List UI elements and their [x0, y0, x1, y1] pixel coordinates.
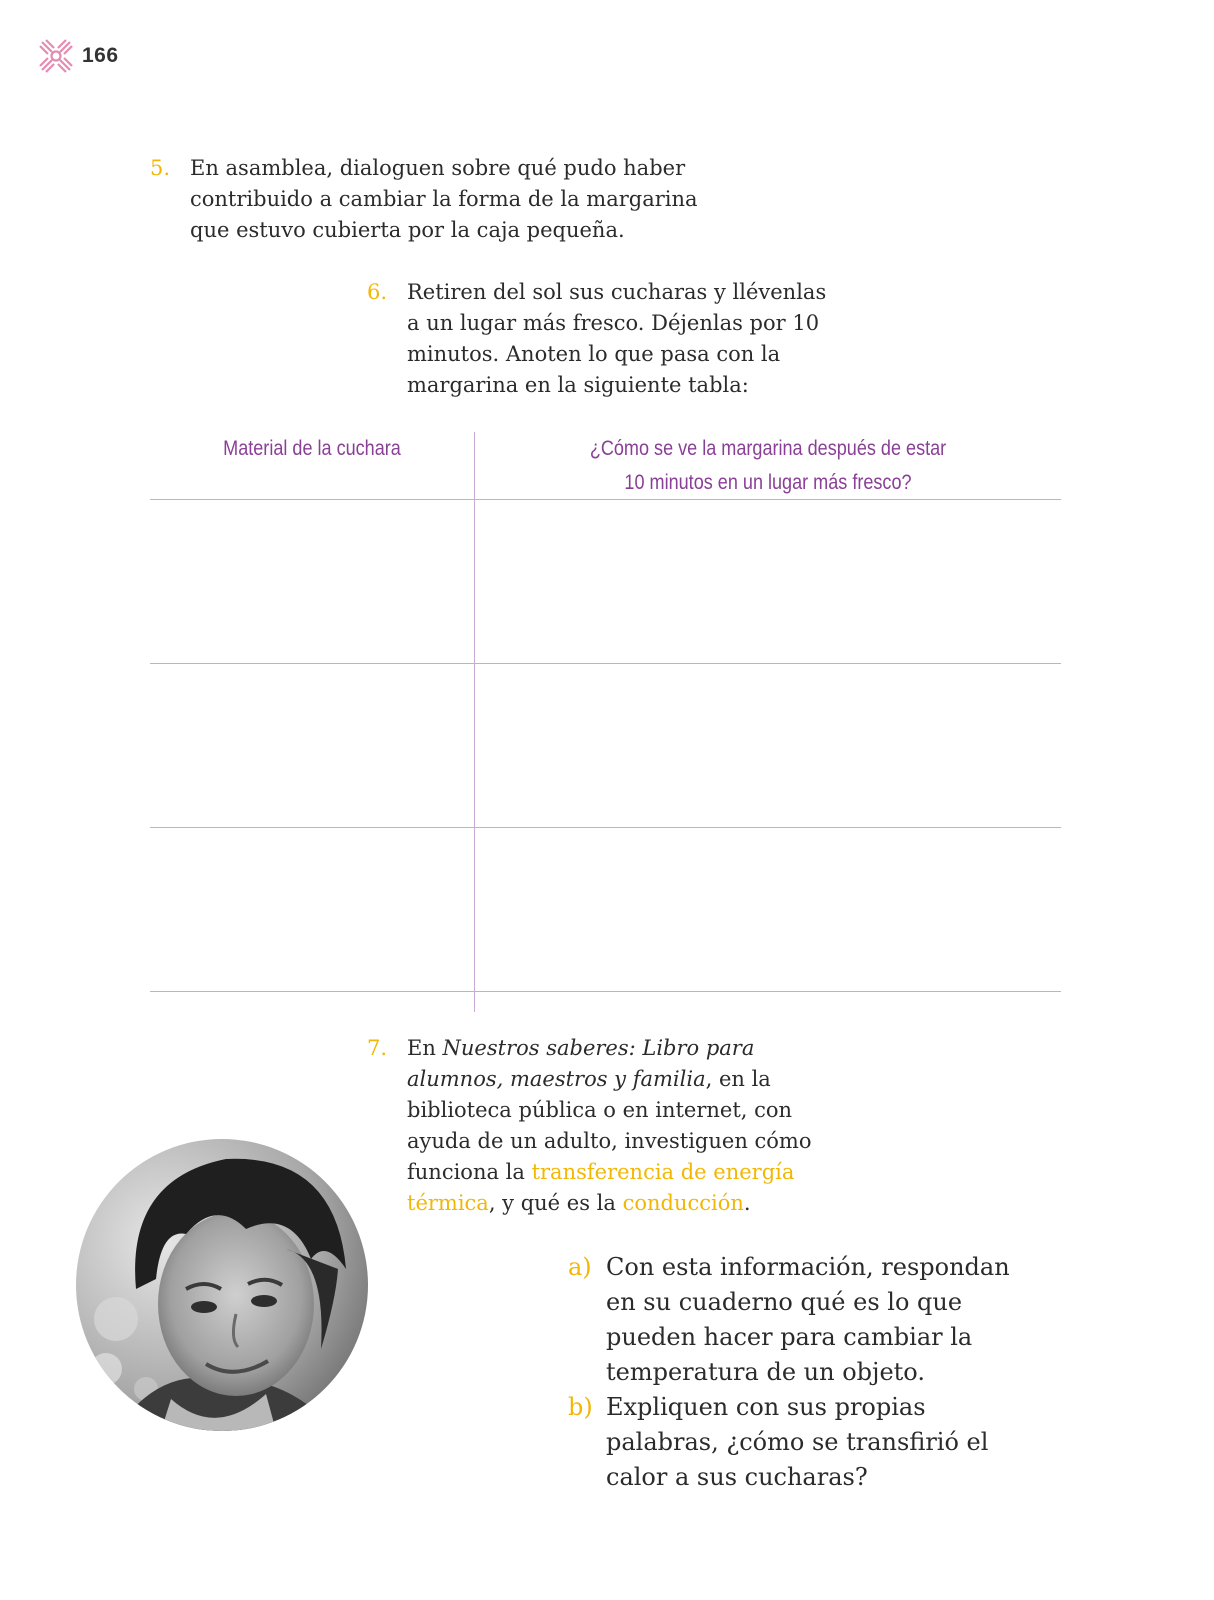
table-header-line: ¿Cómo se ve la margarina después de estar [589, 437, 947, 460]
sub-item-a-line: temperatura de un objeto. [606, 1358, 925, 1386]
step-6-line: a un lugar más fresco. Déjenlas por 10 [407, 311, 820, 335]
step-6 [367, 277, 827, 401]
step-7-line: En Nuestros saberes: Libro para [407, 1036, 755, 1060]
step-7-line: térmica, y qué es la conducción. [407, 1191, 751, 1215]
table-header-line: 10 minutos en un lugar más fresco? [624, 471, 912, 494]
sub-item-a-line: en su cuaderno qué es lo que [606, 1288, 963, 1316]
step-7-number: 7. [367, 1036, 388, 1060]
sub-item-b-line: Expliquen con sus propias [606, 1393, 926, 1421]
step-7-line: ayuda de un adulto, investiguen cómo [407, 1129, 812, 1153]
step-7 [367, 1033, 812, 1219]
table-cell-material[interactable] [150, 828, 474, 991]
page-number: 166 [82, 44, 119, 67]
glossary-term: transferencia de energía [531, 1160, 795, 1184]
sub-item-b-label: b) [568, 1393, 593, 1421]
sub-item-b-line: calor a sus cucharas? [606, 1463, 868, 1491]
step-5-line: En asamblea, dialoguen sobre qué pudo haber [190, 156, 686, 180]
table-cell-observation[interactable] [475, 828, 1061, 991]
sub-item-b [568, 1390, 989, 1495]
table-header-observation [516, 432, 1020, 500]
step-7-line: biblioteca pública o en internet, con [407, 1098, 793, 1122]
sub-item-b-line: palabras, ¿cómo se transfirió el [606, 1428, 989, 1456]
step-5-line: que estuvo cubierta por la caja pequeña. [190, 218, 625, 242]
book-title: Nuestros saberes: Libro para [442, 1036, 755, 1060]
step-6-line: margarina en la siguiente tabla: [407, 373, 749, 397]
sub-item-a-line: pueden hacer para cambiar la [606, 1323, 973, 1351]
table-cell-material[interactable] [150, 500, 474, 663]
table-bottom-rule [150, 991, 1061, 992]
sub-item-a [568, 1250, 1010, 1390]
step-5-line: contribuido a cambiar la forma de la margarina [190, 187, 698, 211]
table-cell-observation[interactable] [475, 500, 1061, 663]
table-cell-material[interactable] [150, 664, 474, 827]
page-header [38, 38, 119, 74]
glossary-term: conducción [622, 1191, 744, 1215]
observation-table [150, 432, 1206, 1012]
sub-item-a-line: Con esta información, respondan [606, 1253, 1010, 1281]
step-5 [150, 153, 698, 246]
child-portrait-photo [76, 1139, 368, 1431]
step-6-line: Retiren del sol sus cucharas y llévenlas [407, 280, 827, 304]
step-7-line: alumnos, maestros y familia, en la [407, 1067, 771, 1091]
step-7-line: funciona la transferencia de energía [407, 1160, 795, 1184]
woven-star-icon [38, 38, 74, 74]
table-header-material: Material de la cuchara [223, 437, 401, 460]
step-6-line: minutos. Anoten lo que pasa con la [407, 342, 781, 366]
step-6-number: 6. [367, 280, 388, 304]
step-5-number: 5. [150, 156, 171, 180]
sub-item-a-label: a) [568, 1253, 592, 1281]
portrait-illustration [76, 1139, 368, 1431]
glossary-term: térmica [407, 1191, 489, 1215]
book-title: alumnos, maestros y familia [407, 1067, 706, 1091]
table-cell-observation[interactable] [475, 664, 1061, 827]
